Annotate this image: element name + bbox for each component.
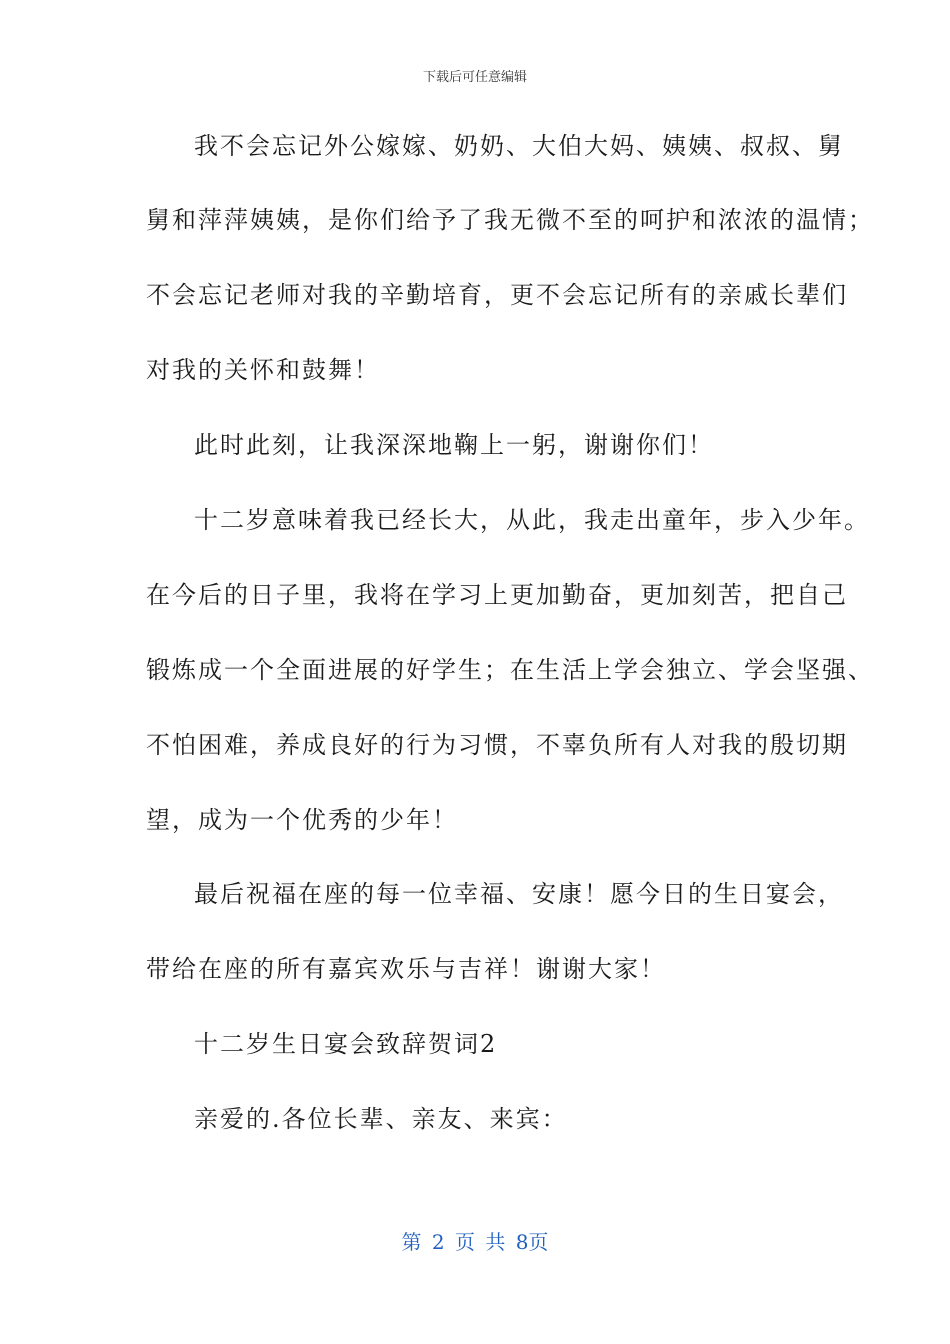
paragraph-line: 望，成为一个优秀的少年！ (146, 806, 458, 834)
paragraph-line: 不会忘记老师对我的辛勤培育，更不会忘记所有的亲戚长辈们 (146, 281, 848, 309)
salutation-line: 亲爱的.各位长辈、亲友、来宾： (194, 1105, 568, 1133)
page-footer: 第 2 页 共 8页 (401, 1230, 549, 1254)
paragraph-line: 此时此刻，让我深深地鞠上一躬，谢谢你们！ (194, 431, 714, 459)
header-note: 下载后可任意编辑 (422, 70, 527, 85)
paragraph-line: 我不会忘记外公嫁嫁、奶奶、大伯大妈、姨姨、叔叔、舅 (194, 132, 844, 160)
paragraph-line: 最后祝福在座的每一位幸福、安康！愿今日的生日宴会， (194, 880, 844, 908)
paragraph-line: 舅和萍萍姨姨，是你们给予了我无微不至的呵护和浓浓的温情； (146, 206, 874, 234)
section-heading: 十二岁生日宴会致辞贺词2 (194, 1030, 498, 1058)
paragraph-line: 带给在座的所有嘉宾欢乐与吉祥！谢谢大家！ (146, 955, 666, 983)
paragraph-line: 锻炼成一个全面进展的好学生；在生活上学会独立、学会坚强、 (146, 656, 874, 684)
paragraph-line: 不怕困难，养成良好的行为习惯，不辜负所有人对我的殷切期 (146, 731, 848, 759)
paragraph-line: 在今后的日子里，我将在学习上更加勤奋，更加刻苦，把自己 (146, 581, 848, 609)
paragraph-line: 十二岁意味着我已经长大，从此，我走出童年，步入少年。 (194, 506, 870, 534)
paragraph-line: 对我的关怀和鼓舞！ (146, 356, 380, 384)
